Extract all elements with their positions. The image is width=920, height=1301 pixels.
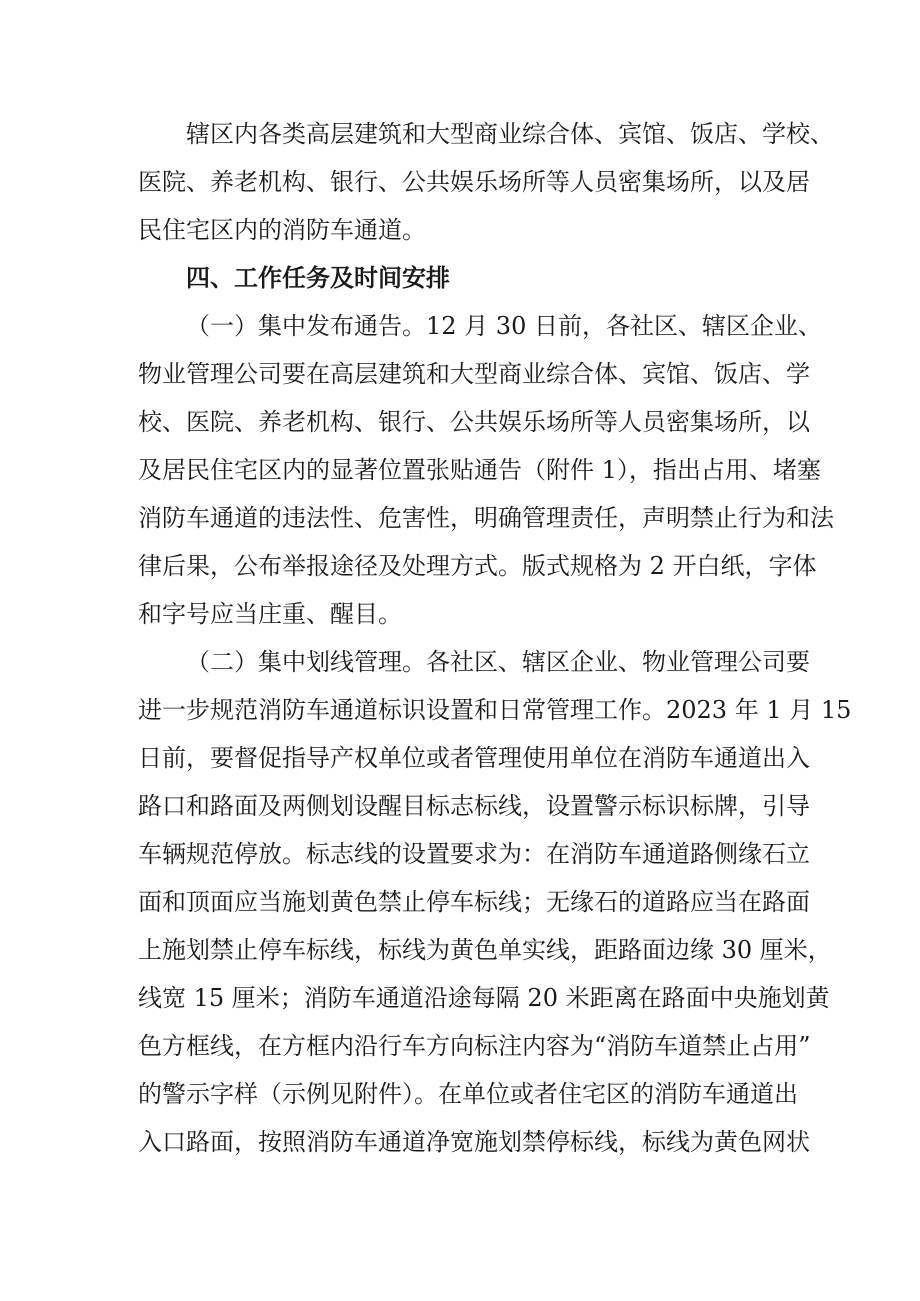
item-two-line-3: 日前，要督促指导产权单位或者管理使用单位在消防车通道出入 <box>138 744 810 772</box>
item-one-line-1: （一）集中发布通告。12 月 30 日前，各社区、辖区企业、 <box>186 312 822 340</box>
item-two-line-11: 入口路面，按照消防车通道净宽施划禁停标线，标线为黄色网状 <box>138 1128 810 1156</box>
item-two-line-8: 线宽 15 厘米；消防车通道沿途每隔 20 米距离在路面中央施划黄 <box>138 984 830 1012</box>
item-two-line-2: 进一步规范消防车通道标识设置和日常管理工作。2023 年 1 月 15 <box>138 696 852 724</box>
scope-line-3: 民住宅区内的消防车通道。 <box>138 216 426 244</box>
scope-line-2: 医院、养老机构、银行、公共娱乐场所等人员密集场所，以及居 <box>138 168 810 196</box>
section-four-heading: 四、工作任务及时间安排 <box>186 264 450 292</box>
item-one-line-6: 律后果，公布举报途径及处理方式。版式规格为 2 开白纸，字体 <box>138 552 817 580</box>
scope-line-1: 辖区内各类高层建筑和大型商业综合体、宾馆、饭店、学校、 <box>186 120 834 148</box>
item-one-line-7: 和字号应当庄重、醒目。 <box>138 600 402 628</box>
item-two-line-4: 路口和路面及两侧划设醒目标志标线，设置警示标识标牌，引导 <box>138 792 810 820</box>
item-two-line-6: 面和顶面应当施划黄色禁止停车标线；无缘石的道路应当在路面 <box>138 888 810 916</box>
item-two-line-9: 色方框线，在方框内沿行车方向标注内容为“消防车道禁止占用” <box>138 1032 811 1060</box>
item-one-line-4: 及居民住宅区内的显著位置张贴通告（附件 1），指出占用、堵塞 <box>138 456 821 484</box>
item-one-line-5: 消防车通道的违法性、危害性，明确管理责任，声明禁止行为和法 <box>138 504 834 532</box>
item-one-line-3: 校、医院、养老机构、银行、公共娱乐场所等人员密集场所，以 <box>138 408 810 436</box>
item-two-line-1: （二）集中划线管理。各社区、辖区企业、物业管理公司要 <box>186 648 810 676</box>
item-two-line-7: 上施划禁止停车标线，标线为黄色单实线，距路面边缘 30 厘米， <box>138 936 832 964</box>
item-one-line-2: 物业管理公司要在高层建筑和大型商业综合体、宾馆、饭店、学 <box>138 360 810 388</box>
item-two-line-10: 的警示字样（示例见附件）。在单位或者住宅区的消防车通道出 <box>138 1080 798 1108</box>
item-two-line-5: 车辆规范停放。标志线的设置要求为：在消防车通道路侧缘石立 <box>138 840 810 868</box>
